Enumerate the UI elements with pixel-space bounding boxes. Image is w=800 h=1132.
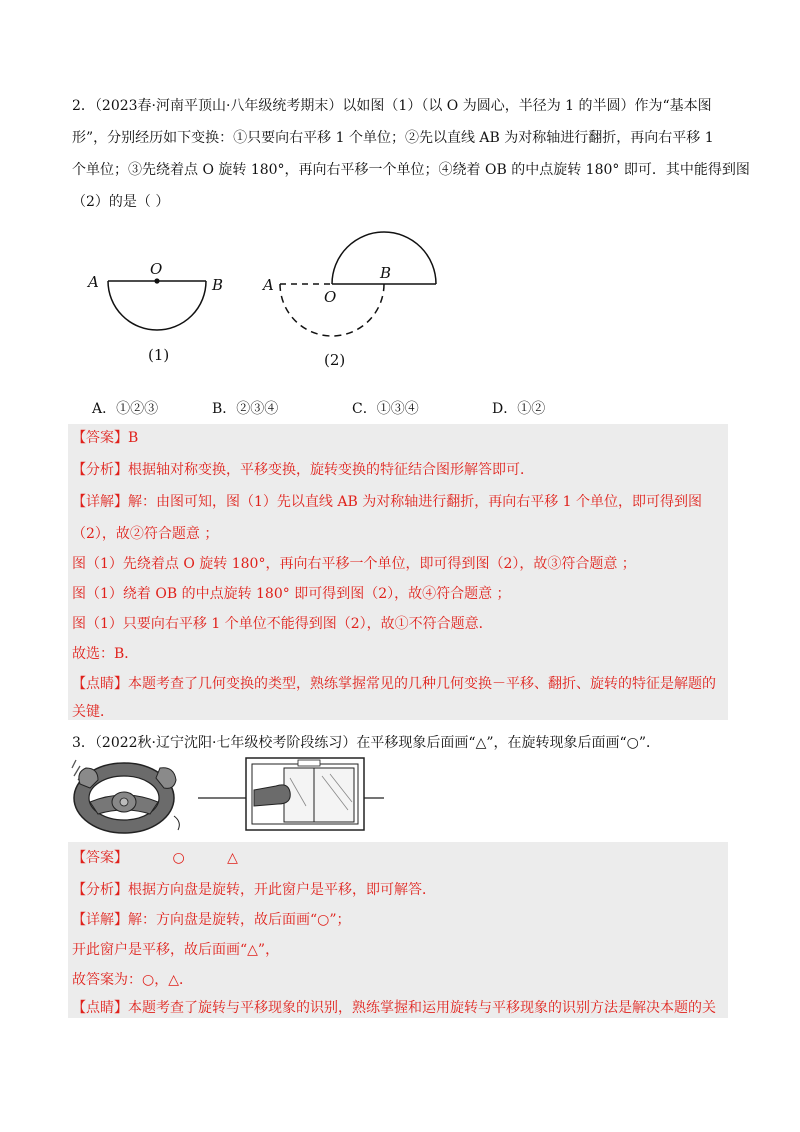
fig1-caption: (1)	[148, 346, 170, 364]
q3-detail	[72, 910, 351, 930]
q2-detail-line-4: 图（1）绕着 OB 的中点旋转 180° 即可得到图（2），故④符合题意 ；	[72, 586, 511, 602]
q2-detail-line-1: 解：由图可知，图（1）先以直线 AB 为对称轴进行翻折，再向右平移 1 个单位，即可得到图	[128, 494, 703, 510]
figure-2-semicircles	[260, 220, 460, 380]
q3-comment-label: 【点睛】	[72, 1000, 128, 1016]
q3-detail-label: 【详解】	[72, 912, 128, 928]
q3-answer-circle: ○	[172, 850, 185, 866]
fig2-label-o: O	[324, 288, 337, 306]
q2-stem-line-3: 个单位；③先绕着点 O 旋转 180°，再向右平移一个单位；④绕着 OB 的中点旋转 180° 即可．其中能得到图	[72, 162, 750, 178]
q2-answer	[72, 428, 138, 448]
q2-detail-line-3: 图（1）先绕着点 O 旋转 180°，再向右平移一个单位，即可得到图（2），故③符合题意 ；	[72, 556, 636, 572]
q3-comment	[72, 998, 716, 1018]
q2-comment-label: 【点睛】	[72, 676, 128, 692]
option-c[interactable]: C．①③④	[352, 401, 419, 417]
q2-detail-label: 【详解】	[72, 494, 128, 510]
q3-detail-line-2: 开此窗户是平移，故后面画“△”，	[72, 942, 280, 958]
sliding-window-illustration	[198, 756, 388, 836]
fig1-label-b: B	[212, 276, 224, 294]
q2-detail-line-5: 图（1）只要向右平移 1 个单位不能得到图（2），故①不符合题意．	[72, 616, 493, 632]
q2-analysis	[72, 460, 534, 480]
q2-comment-line-2: 关键．	[72, 704, 114, 720]
q3-answer-triangle: △	[227, 850, 238, 866]
q2-stem-line-1: 2．（2023春·河南平顶山·八年级统考期末）以如图（1）（以 O 为圆心，半径为 1 的半圆）作为“基本图	[72, 98, 712, 114]
q2-analysis-label: 【分析】	[72, 462, 128, 478]
q3-answer-label: 【答案】	[72, 850, 128, 866]
q2-stem-line-2: 形”，分别经历如下变换：①只要向右平移 1 个单位；②先以直线 AB 为对称轴进行翻折，再向右平移 1	[72, 130, 714, 146]
q3-detail-line-3: 故答案为：○，△．	[72, 972, 193, 988]
q2-comment-line-1: 本题考查了几何变换的类型，熟练掌握常见的几种几何变换－平移、翻折、旋转的特征是解题的	[128, 676, 716, 692]
option-b[interactable]: B．②③④	[212, 401, 279, 417]
option-a[interactable]: A．①②③	[92, 401, 159, 417]
q3-analysis-text: 根据方向盘是旋转，开此窗户是平移，即可解答．	[128, 882, 436, 898]
q3-stem: 3．（2022秋·辽宁沈阳·七年级校考阶段练习）在平移现象后面画“△”，在旋转现象后面画“○”．	[72, 735, 661, 751]
fig2-caption: (2)	[324, 351, 346, 369]
q3-comment-line-1: 本题考查了旋转与平移现象的识别，熟练掌握和运用旋转与平移现象的识别方法是解决本题的关	[128, 1000, 716, 1016]
q3-answer	[72, 848, 238, 868]
q2-detail-line-2: （2），故②符合题意 ；	[72, 526, 219, 542]
fig1-label-o: O	[150, 260, 163, 278]
q2-detail	[72, 492, 702, 512]
q2-comment	[72, 674, 716, 694]
figure-1-semicircle	[80, 250, 240, 380]
q2-detail-line-6: 故选：B．	[72, 646, 139, 662]
q2-analysis-text: 根据轴对称变换，平移变换，旋转变换的特征结合图形解答即可．	[128, 462, 534, 478]
q3-detail-line-1: 解：方向盘是旋转，故后面画“○”；	[128, 912, 351, 928]
q3-analysis-label: 【分析】	[72, 882, 128, 898]
q2-answer-value: B	[128, 430, 139, 446]
q3-solution-box	[68, 842, 728, 1018]
q2-answer-label: 【答案】	[72, 430, 128, 446]
fig2-label-b: B	[380, 264, 392, 282]
option-d[interactable]: D．①②	[492, 401, 546, 417]
fig1-label-a: A	[88, 273, 99, 291]
q2-stem-line-4: （2）的是（ ）	[72, 194, 170, 210]
fig2-label-a: A	[263, 276, 274, 294]
q3-analysis	[72, 880, 436, 900]
steering-wheel-illustration	[70, 758, 200, 838]
